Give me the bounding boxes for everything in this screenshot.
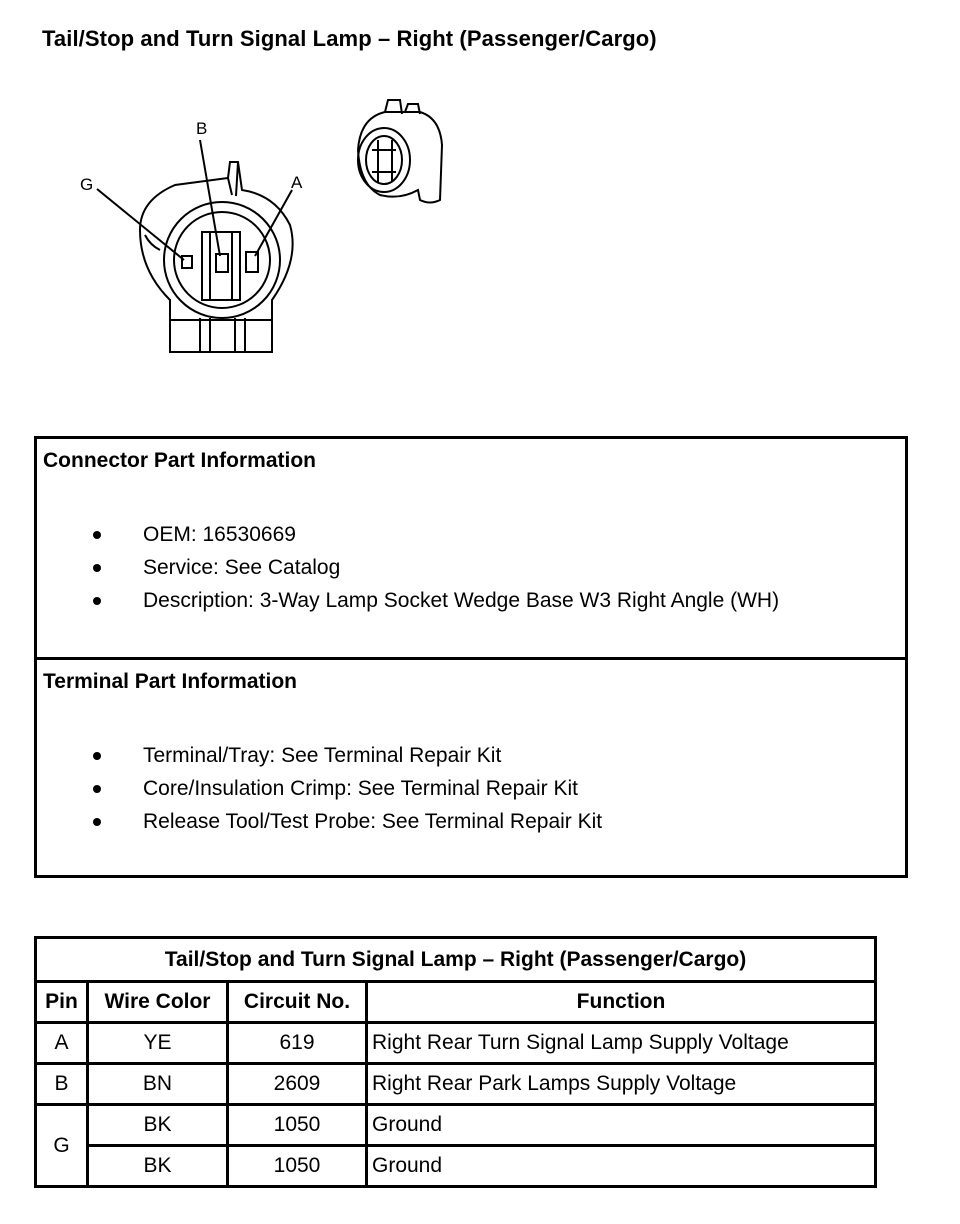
cell-wire-color: YE	[88, 1023, 228, 1064]
part-information-box	[34, 436, 908, 878]
list-item	[37, 805, 602, 838]
list-item	[37, 739, 602, 772]
table-row	[36, 1023, 876, 1064]
column-header-circuit: Circuit No.	[228, 982, 367, 1023]
list-item-text: Description: 3-Way Lamp Socket Wedge Base W3 Right Angle (WH)	[143, 589, 780, 612]
bullet-icon	[93, 752, 101, 760]
cell-function: Right Rear Turn Signal Lamp Supply Voltage	[367, 1023, 876, 1064]
connector-part-list	[37, 518, 779, 617]
cell-pin: A	[36, 1023, 88, 1064]
table-row	[36, 1064, 876, 1105]
connector-isometric-drawing	[358, 100, 442, 203]
pin-label-b: B	[196, 119, 208, 138]
terminal-part-heading: Terminal Part Information	[43, 670, 297, 693]
list-item-text: OEM: 16530669	[143, 523, 296, 546]
bullet-icon	[93, 531, 101, 539]
pin-label-g: G	[80, 175, 94, 194]
cell-circuit: 1050	[228, 1105, 367, 1146]
cell-pin: G	[36, 1105, 88, 1187]
list-item-text: Release Tool/Test Probe: See Terminal Repair Kit	[143, 810, 603, 833]
cell-pin: B	[36, 1064, 88, 1105]
list-item	[37, 584, 779, 617]
table-row	[36, 1146, 876, 1187]
cell-wire-color: BK	[88, 1105, 228, 1146]
table-row	[36, 1105, 876, 1146]
list-item	[37, 551, 779, 584]
table-caption: Tail/Stop and Turn Signal Lamp – Right (Passenger/Cargo)	[36, 938, 876, 982]
list-item-text: Core/Insulation Crimp: See Terminal Repair Kit	[143, 777, 578, 800]
bullet-icon	[93, 564, 101, 572]
cell-wire-color: BK	[88, 1146, 228, 1187]
cell-circuit: 1050	[228, 1146, 367, 1187]
cell-function: Ground	[367, 1105, 876, 1146]
page-title: Tail/Stop and Turn Signal Lamp – Right (Passenger/Cargo)	[42, 26, 657, 51]
connector-face-drawing	[140, 162, 293, 352]
list-item	[37, 772, 602, 805]
pin-label-a: A	[291, 173, 303, 192]
pin-g-leader-line	[97, 189, 184, 260]
pin-a-leader-line	[255, 190, 292, 256]
bullet-icon	[93, 818, 101, 826]
cell-function: Right Rear Park Lamps Supply Voltage	[367, 1064, 876, 1105]
terminal-part-list	[37, 739, 602, 838]
bullet-icon	[93, 785, 101, 793]
cell-circuit: 619	[228, 1023, 367, 1064]
column-header-function: Function	[367, 982, 876, 1023]
cell-wire-color: BN	[88, 1064, 228, 1105]
terminal-part-section	[37, 660, 905, 875]
connector-diagram	[0, 0, 960, 420]
column-header-wire-color: Wire Color	[88, 982, 228, 1023]
column-header-pin: Pin	[36, 982, 88, 1023]
connector-part-heading: Connector Part Information	[43, 449, 317, 472]
list-item-text: Service: See Catalog	[143, 556, 341, 579]
list-item	[37, 518, 779, 551]
cell-circuit: 2609	[228, 1064, 367, 1105]
cell-function: Ground	[367, 1146, 876, 1187]
pinout-table	[34, 936, 877, 1188]
connector-part-section	[37, 439, 905, 660]
bullet-icon	[93, 597, 101, 605]
list-item-text: Terminal/Tray: See Terminal Repair Kit	[143, 744, 502, 767]
